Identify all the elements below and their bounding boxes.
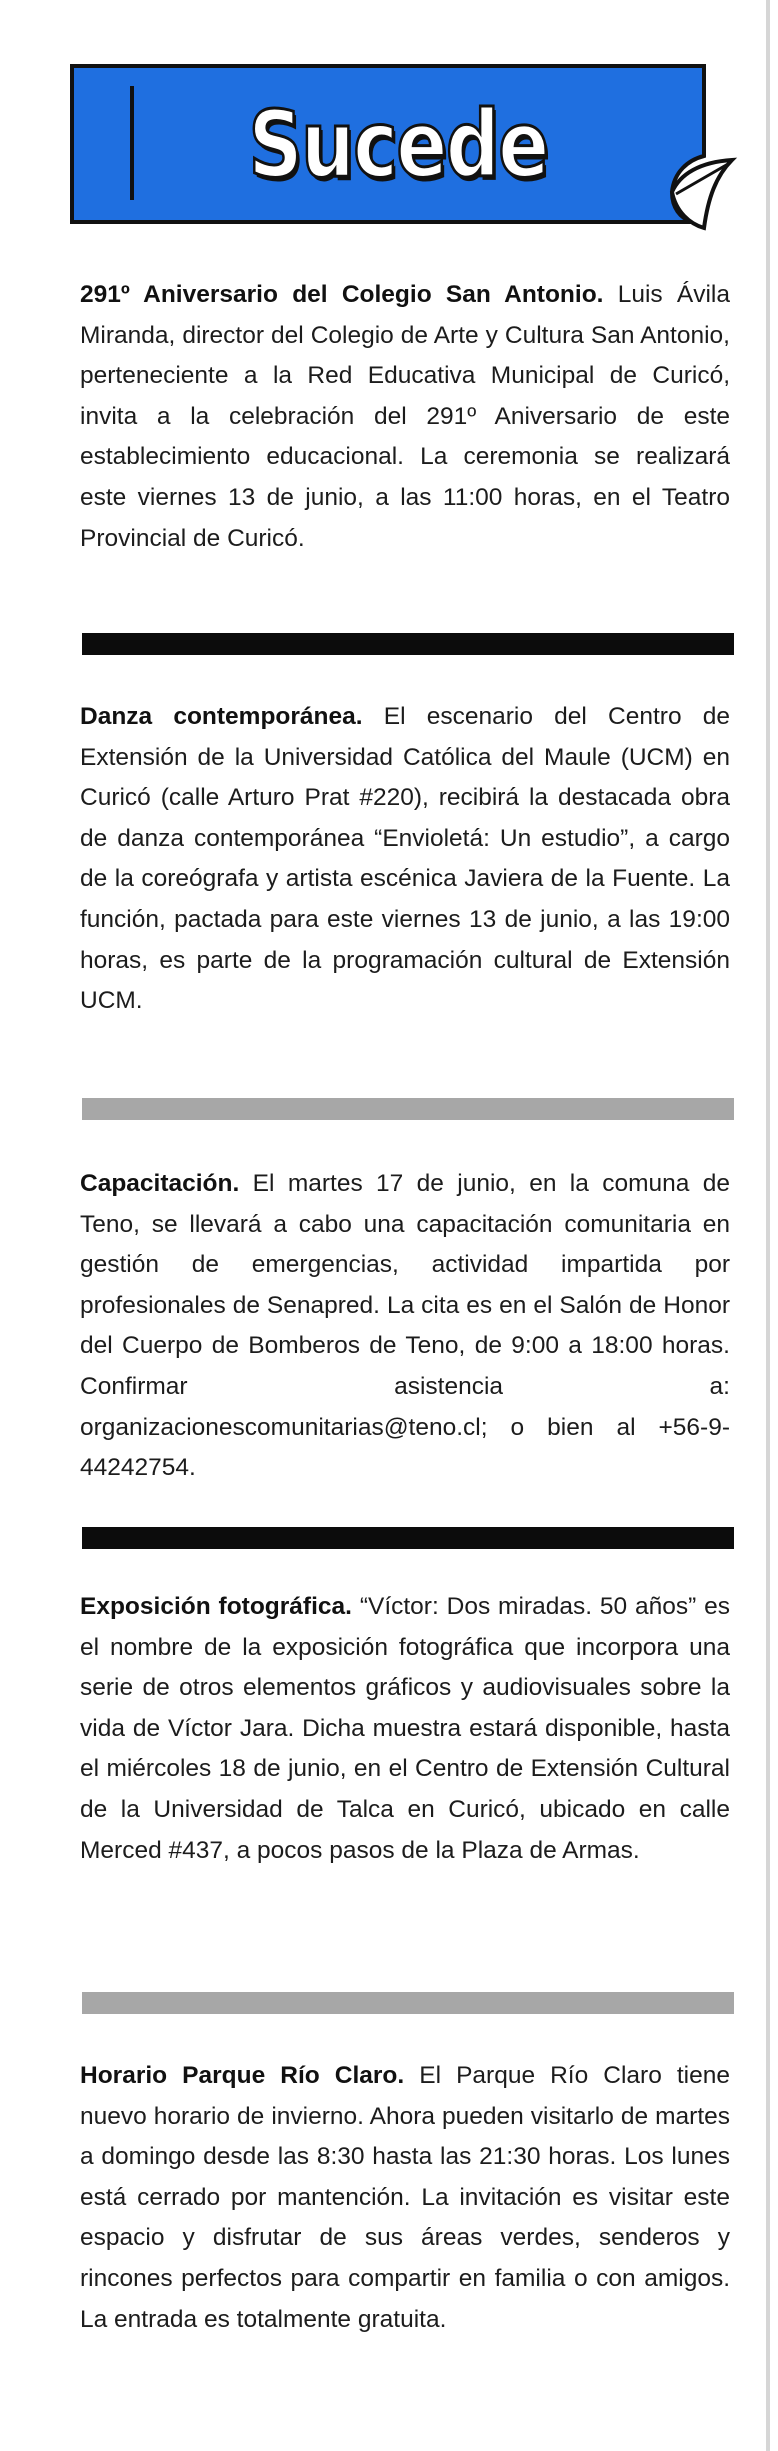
news-item-3-title: Capacitación. <box>80 1170 240 1197</box>
news-item-2-body: El escenario del Centro de Extensión de la Universidad Católica del Maule (UCM) en Curicó (calle Arturo Prat #220), recibirá la destacada obra de danza contemporánea “Envioletá: Un estudio”, a cargo de la coreógrafa y artista escénica Javiera de la Fuente. La función, pactada para este viernes 13 de junio, a las 19:00 horas, es parte de la programación cultural de Extensión UCM. <box>80 703 730 1015</box>
news-item-2-title: Danza contemporánea. <box>80 703 363 730</box>
news-item-5 <box>80 2056 730 2340</box>
page-edge-rule <box>766 0 770 2451</box>
news-item-2 <box>80 697 730 1022</box>
section-header <box>68 62 738 232</box>
news-item-4 <box>80 1587 730 1871</box>
news-item-1-title: 291º Aniversario del Colegio San Antonio. <box>80 281 604 308</box>
news-item-4-title: Exposición fotográfica. <box>80 1593 352 1620</box>
divider-dark <box>82 633 734 655</box>
news-item-3 <box>80 1164 730 1489</box>
divider-dark <box>82 1527 734 1549</box>
news-item-1 <box>80 275 730 559</box>
news-item-1-body: Luis Ávila Miranda, director del Colegio de Arte y Cultura San Antonio, perteneciente a la Red Educativa Municipal de Curicó, invita a la celebración del 291º Aniversario de este establecimiento educacional. La ceremonia se realizará este viernes 13 de junio, a las 11:00 horas, en el Teatro Provincial de Curicó. <box>80 281 730 552</box>
news-item-5-title: Horario Parque Río Claro. <box>80 2062 405 2089</box>
divider-gray <box>82 1098 734 1120</box>
news-item-3-body: El martes 17 de junio, en la comuna de Teno, se llevará a cabo una capacitación comunitaria en gestión de emergencias, actividad impartida por profesionales de Senapred. La cita es en el Salón de Honor del Cuerpo de Bomberos de Teno, de 9:00 a 18:00 horas. Confirmar asistencia a: organizacionescomunitarias@teno.cl; o bien al +56-9-44242754. <box>80 1170 730 1482</box>
section-title: Sucede <box>248 91 548 198</box>
divider-gray <box>82 1992 734 2014</box>
news-item-5-body: El Parque Río Claro tiene nuevo horario de invierno. Ahora pueden visitarlo de martes a domingo desde las 8:30 hasta las 21:30 horas. Los lunes está cerrado por mantención. La invitación es visitar este espacio y disfrutar de sus áreas verdes, senderos y rincones perfectos para compartir en familia o con amigos. La entrada es totalmente gratuita. <box>80 2062 730 2333</box>
news-item-4-body: “Víctor: Dos miradas. 50 años” es el nombre de la exposición fotográfica que incorpora una serie de otros elementos gráficos y audiovisuales sobre la vida de Víctor Jara. Dicha muestra estará disponible, hasta el miércoles 18 de junio, en el Centro de Extensión Cultural de la Universidad de Talca en Curicó, ubicado en calle Merced #437, a pocos pasos de la Plaza de Armas. <box>80 1593 730 1864</box>
